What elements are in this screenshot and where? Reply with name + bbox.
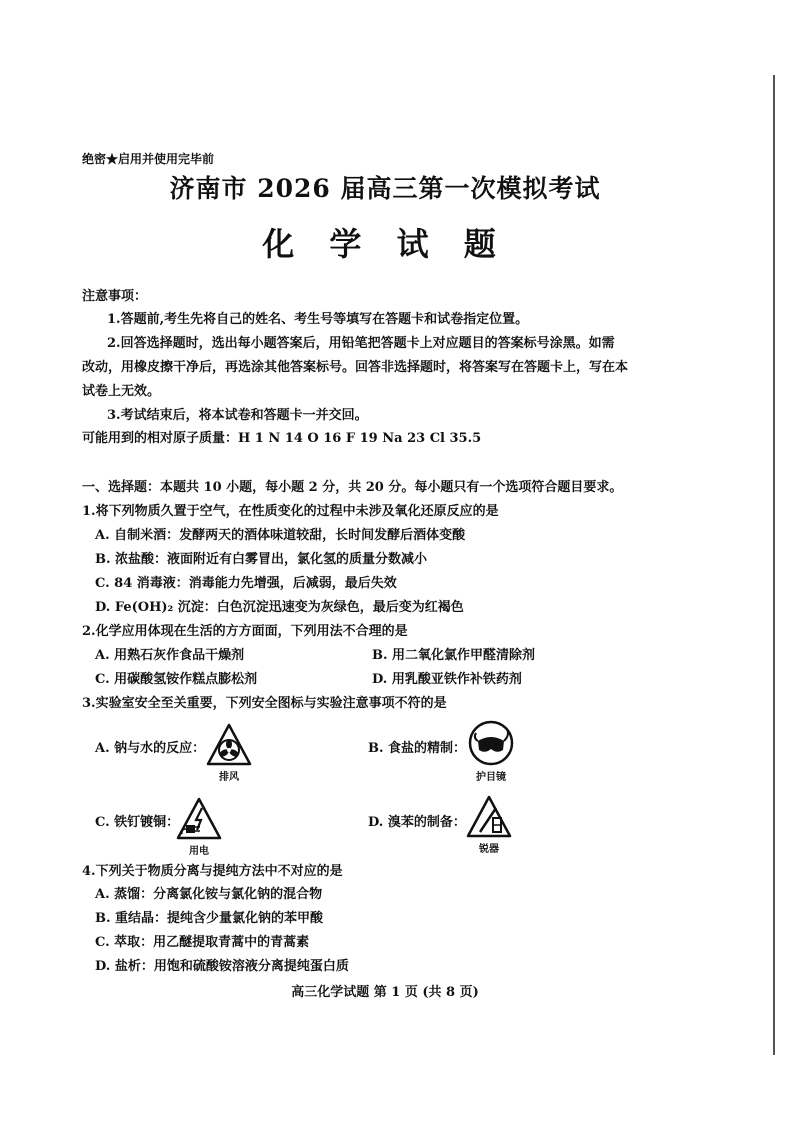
subject-title: 化 学 试 题: [262, 225, 508, 263]
notice-item-2-line-1: 2.回答选择题时，选出每小题答案后，用铅笔把答题卡上对应题目的答案标号涂黑。如需: [107, 336, 615, 351]
q4-option-d: D. 盐析：用饱和硫酸铵溶液分离提纯蛋白质: [95, 959, 349, 974]
q1-option-c: C. 84 消毒液：消毒能力先增强，后减弱，最后失效: [95, 576, 397, 591]
q3-option-b-text: B. 食盐的精制：: [368, 741, 467, 756]
q3-option-d-text: D. 溴苯的制备：: [368, 815, 466, 830]
q4-option-a: A. 蒸馏：分离氯化铵与氯化钠的混合物: [95, 887, 323, 902]
q2-stem: 2.化学应用体现在生活的方方面面，下列用法不合理的是: [82, 624, 408, 639]
q3-icon-label-a: 排风: [219, 772, 239, 783]
section-1-heading: 一、选择题：本题共 10 小题，每小题 2 分，共 20 分。每小题只有一个选项符合题目要求。: [82, 480, 623, 495]
q4-stem: 4.下列关于物质分离与提纯方法中不对应的是: [82, 864, 343, 879]
atomic-masses: 可能用到的相对原子质量：H 1 N 14 O 16 F 19 Na 23 Cl 35.5: [82, 431, 482, 446]
page-footer: 高三化学试题 第 1 页 (共 8 页): [291, 985, 479, 1000]
fan-exhaust-icon: [205, 722, 253, 768]
notice-heading: 注意事项：: [82, 289, 148, 304]
q1-option-b: B. 浓盐酸：液面附近有白雾冒出，氯化氢的质量分数减小: [95, 552, 428, 567]
q2-option-c: C. 用碳酸氢铵作糕点膨松剂: [95, 672, 258, 687]
notice-item-2-line-3: 试卷上无效。: [82, 384, 161, 399]
q1-stem: 1.将下列物质久置于空气，在性质变化的过程中未涉及氧化还原反应的是: [82, 504, 499, 519]
goggles-icon: [467, 719, 515, 767]
q2-option-b: B. 用二氧化氯作甲醛清除剂: [372, 648, 536, 663]
page-edge-line: [773, 75, 775, 1055]
q1-option-a: A. 自制米酒：发酵两天的酒体味道较甜，长时间发酵后酒体变酸: [95, 528, 466, 543]
q4-option-b: B. 重结晶：提纯含少量氯化钠的苯甲酸: [95, 911, 324, 926]
q3-icon-label-d: 锐器: [479, 844, 499, 855]
q3-option-c-text: C. 铁钉镀铜：: [95, 815, 180, 830]
q4-option-c: C. 萃取：用乙醚提取青蒿中的青蒿素: [95, 935, 310, 950]
secret-mark: 绝密★启用并使用完毕前: [82, 152, 215, 166]
notice-item-1: 1.答题前,考生先将自己的姓名、考生号等填写在答题卡和试卷指定位置。: [107, 312, 529, 327]
q3-option-a-text: A. 钠与水的反应：: [95, 741, 206, 756]
q3-icon-label-c: 用电: [189, 846, 209, 857]
notice-item-3: 3.考试结束后，将本试卷和答题卡一并交回。: [107, 408, 368, 423]
electricity-plug-icon: [175, 796, 223, 842]
q2-option-a: A. 用熟石灰作食品干燥剂: [95, 648, 245, 663]
notice-item-2-line-2: 改动，用橡皮擦干净后，再选涂其他答案标号。回答非选择题时，将答案写在答题卡上，写在本: [82, 360, 629, 375]
sharp-object-icon: [465, 794, 513, 840]
q3-stem: 3.实验室安全至关重要，下列安全图标与实验注意事项不符的是: [82, 696, 447, 711]
exam-title: 济南市 2026 届高三第一次模拟考试: [169, 174, 601, 203]
q3-icon-label-b: 护目镜: [476, 772, 506, 783]
q1-option-d: D. Fe(OH)₂ 沉淀：白色沉淀迅速变为灰绿色，最后变为红褐色: [95, 600, 464, 615]
q2-option-d: D. 用乳酸亚铁作补铁药剂: [372, 672, 522, 687]
